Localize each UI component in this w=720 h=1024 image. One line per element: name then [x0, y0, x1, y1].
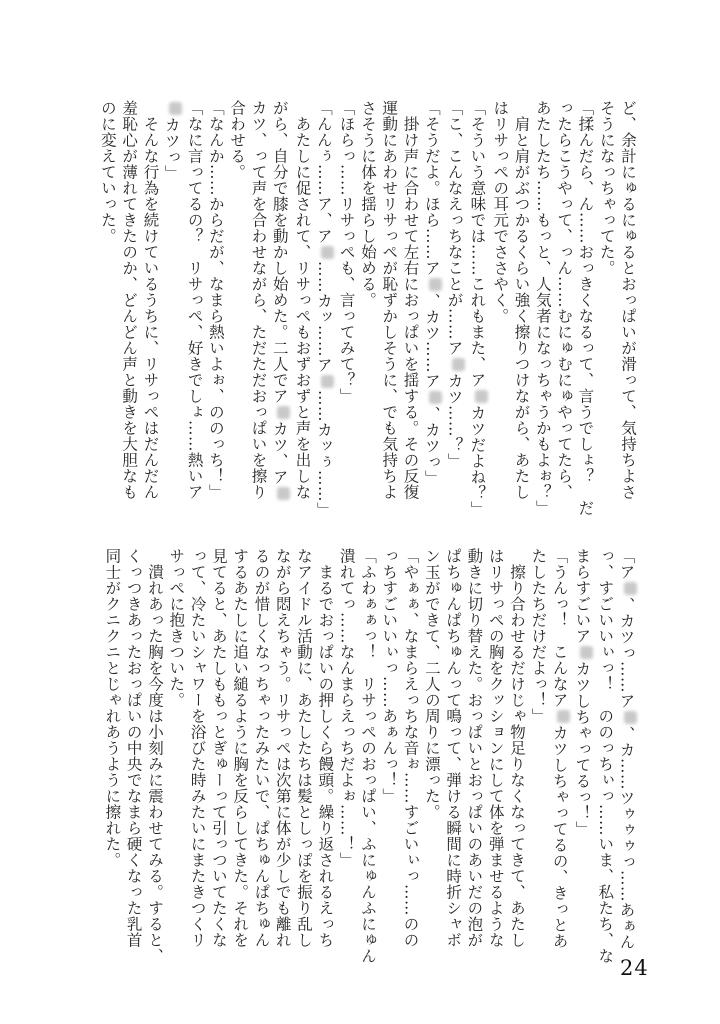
text-line: って、冷たいシャワーを浴びた時みたいにまたきつくリ	[188, 548, 207, 948]
censored-character	[475, 390, 488, 403]
text-line: ながら悶えちゃう。リサっぺは次第に体が少しでも離れ	[273, 548, 292, 948]
text-line: 「うんっ！ こんなアカツしちゃってるの、きっとあ	[550, 548, 569, 949]
text-line: そうになっちゃってた。	[597, 100, 616, 276]
text-line: 「んんぅ……ア、ア……カッ……ア……カッぅ……」	[314, 100, 333, 518]
text-line: 合わせる。	[228, 100, 247, 180]
text-line: くっつきあったおっぱいの中央でなまら硬くなった乳首	[124, 548, 143, 948]
text-line: ど、余計にゅるにゅるとおっぱいが滑って、気持ちよさ	[619, 100, 637, 500]
text-line: 「やぁぁ、なまらえっちな音ぉ……すごいぃっ……のの	[401, 548, 420, 948]
censored-character	[580, 646, 593, 659]
text-line: ったらこうやって、っん……むにゅむにゅやってたら、	[555, 100, 574, 500]
censored-character	[557, 710, 570, 723]
censored-character	[624, 711, 637, 724]
text-line: そんな行為を続けているうちに、リサっぺはだんだん	[141, 116, 160, 500]
censored-character	[277, 406, 290, 419]
censored-character	[321, 375, 334, 388]
text-line: 「ふわぁぁっ！ リサっぺのおっぱい、ふにゅんふにゅん	[358, 548, 377, 964]
text-line: 見てると、あたしももっとぎゅーって引っついてたくな	[209, 548, 228, 948]
text-line: 潰れてっ……なんまらえっちだよぉ……！」	[337, 548, 356, 868]
censored-character	[452, 358, 465, 371]
text-line: 掛け声に合わせて左右におっぱいを揺する。その反復	[401, 116, 420, 500]
censored-character	[321, 246, 334, 259]
text-line: 同士がクニクニとじゃれあうように擦れた。	[103, 548, 122, 868]
censored-character	[624, 582, 637, 595]
text-line: 「揉んだら、ん……おっきくなるって、言うでしょ？ だ	[576, 100, 595, 516]
text-line: 「そうだよ。ほら……ア、カツ……ア、カツっ」	[422, 100, 441, 486]
text-line: 「ほらっ……リサっぺも、言ってみて？」	[337, 100, 356, 404]
text-line: 動きに切り替えた。おっぱいとおっぱいのあいだの泡が	[465, 548, 484, 948]
text-line: 擦り合わせるだけじゃ物足りなくなってきて、あたし	[508, 564, 527, 948]
text-line: がら、自分で膝を動かし始めた。二人でアカツ、ア	[268, 100, 291, 532]
text-line: 「そういう意味では……これもまた、アカツだよね？」	[468, 100, 487, 517]
text-line: あたしたち……もっと、人気者になっちゃうかもよぉ？」	[533, 100, 552, 516]
text-line: っ、すごいいぃっ！ ののっちぃっ……いま、私たち、な	[596, 548, 615, 964]
text-line: なアイドル活動に、あたしたちは髪としっぽを振り乱し	[295, 548, 314, 948]
censored-character	[169, 102, 182, 115]
page-number: 24	[620, 956, 649, 980]
text-line: 「ア、カツっ……ア、カ……ツゥゥゥっ……あぁん	[617, 548, 636, 950]
text-line: するあたしに追い縋るように胸を反らしてきた。それを	[231, 548, 250, 948]
text-line: カツ、って声を合わせながら、ただただおっぱいを擦り	[249, 100, 268, 500]
censored-character	[429, 278, 442, 291]
text-line: 「なに言ってるの？ リサっぺ、好きでしょ……熱いア	[185, 100, 204, 500]
text-line: っちすごいいぃっ……あぁんっ！」	[380, 548, 399, 804]
text-line: はリサっぺの耳元でささやく。	[491, 100, 510, 324]
text-line: まるでおっぱいの押しくら饅頭。繰り返されるえっち	[316, 564, 335, 948]
text-block-bottom	[101, 548, 638, 980]
text-line: のに変えていった。	[98, 100, 117, 244]
text-line: 潰れあった胸を今度は小刻みに震わせてみる。すると、	[145, 564, 164, 964]
text-line: まらすごいアカツしちゃってるっ！」	[573, 548, 592, 837]
text-line: るのが惜しくなっちゃったみたいで、ぱちゅんぱちゅん	[252, 548, 271, 948]
text-line: 羞恥心が薄れてきたのか、どんどん声と動きを大胆なも	[120, 100, 139, 500]
text-line: カツっ」	[160, 100, 183, 532]
text-line: あたしに促されて、リサっぺもおずおずと声を出しな	[293, 116, 312, 500]
text-line: 「こ、こんなえっちなことが……アカツ……？」	[445, 100, 464, 469]
text-line: ぱちゅんぱちゅんって鳴って、弾ける瞬間に時折シャボ	[444, 548, 463, 948]
text-line: さそうに体を揺らし始める。	[358, 100, 377, 308]
text-line: 運動にあわせリサっぺが恥ずかしそうに、でも気持ちよ	[380, 100, 399, 500]
censored-character	[277, 487, 290, 500]
text-line: サっぺに抱きついた。	[167, 548, 186, 708]
text-line: 「なんか……からだが、なまら熱いよぉ、ののっち！」	[206, 100, 225, 500]
text-line: たしたちだけだよっ！」	[529, 548, 548, 724]
text-line: 肩と肩がぶつかるくらい強く擦りつけながら、あたし	[512, 116, 531, 500]
text-line: ン玉ができて、二人の周りに漂った。	[422, 548, 441, 820]
text-block-top	[97, 100, 638, 532]
censored-character	[429, 391, 442, 404]
text-line: はリサっぺの胸をクッションにして体を弾ませるような	[486, 548, 505, 948]
